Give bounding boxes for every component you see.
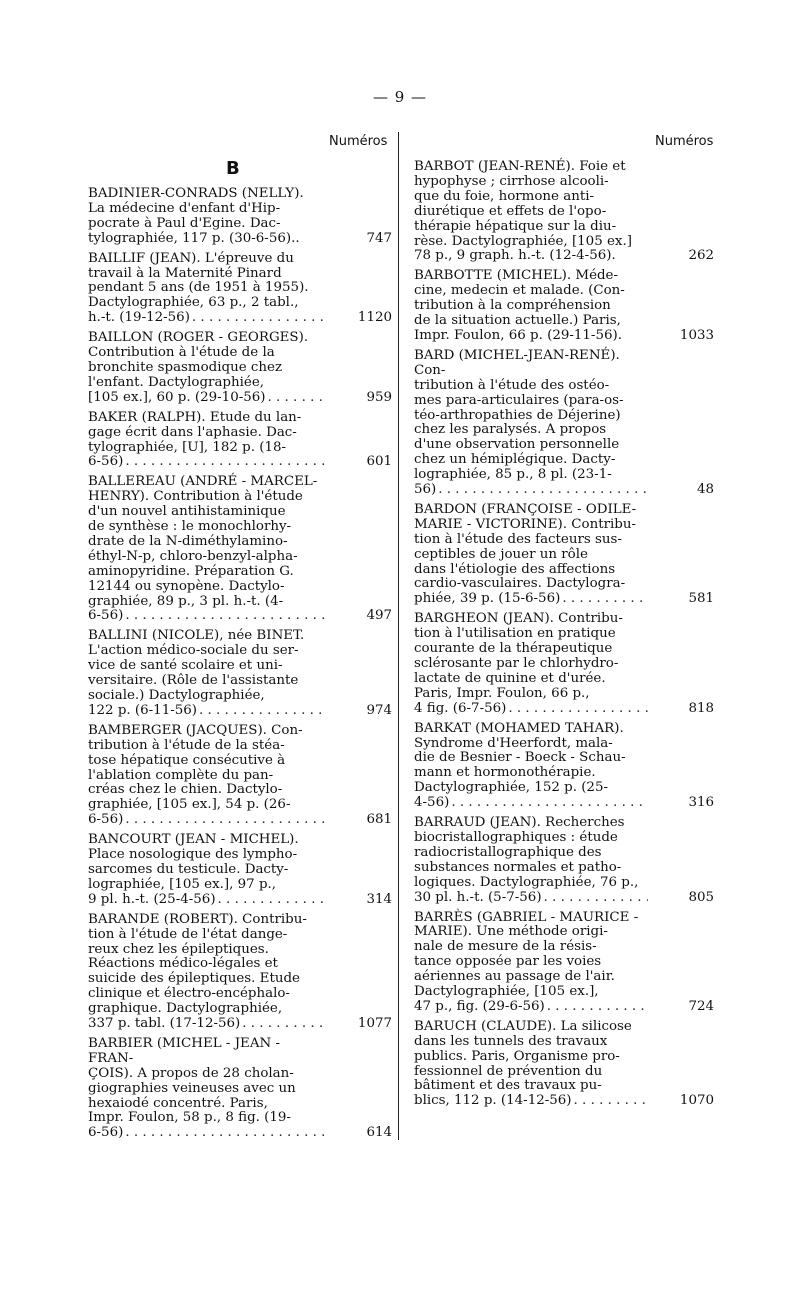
- column-header-left: Numéros: [329, 134, 388, 149]
- entry-line: BARBIER (MICHEL - JEAN - FRAN-: [88, 1035, 280, 1066]
- entry-line: 12144 ou synopène. Dactylo-: [88, 578, 285, 594]
- entry-line: graphique. Dactylographiée,: [88, 1001, 283, 1017]
- bibliography-entry: [88, 411, 392, 471]
- bibliography-entry: [414, 503, 714, 607]
- entry-line: BAILLIF (JEAN). L'épreuve du: [88, 250, 294, 266]
- entry-line: BAMBERGER (JACQUES). Con-: [88, 722, 303, 738]
- leader-dots: [562, 592, 648, 607]
- entry-last-line: [414, 702, 650, 717]
- entry-line: pendant 5 ans (de 1951 à 1955).: [88, 280, 309, 296]
- entry-line: tribution à la compréhension: [414, 298, 611, 314]
- entry-line: de la situation actuelle.) Paris,: [414, 313, 621, 329]
- entry-last-line: [414, 796, 650, 811]
- entry-line: giographies veineuses avec un: [88, 1080, 296, 1096]
- entry-line: [105 ex.], 60 p. (29-10-56): [88, 389, 266, 405]
- entry-line: BADINIER-CONRADS (NELLY).: [88, 186, 304, 201]
- entry-line: d'une observation personnelle: [414, 437, 620, 453]
- entry-line: 56): [414, 482, 437, 498]
- entry-line: Syndrome d'Heerfordt, mala-: [414, 735, 613, 751]
- entry-number: 262: [688, 248, 714, 264]
- entry-line: diurétique et effets de l'opo-: [414, 203, 607, 219]
- entry-line: graphiée, 89 p., 3 pl. h.-t. (4-: [88, 593, 284, 609]
- entry-line: graphiée, [105 ex.], 54 p. (26-: [88, 797, 291, 813]
- entry-line: vice de santé scolaire et uni-: [88, 658, 283, 674]
- entry-last-line: [414, 1094, 650, 1109]
- entry-line: L'action médico-sociale du ser-: [88, 643, 299, 659]
- entry-number: 747: [366, 230, 392, 246]
- leader-dots: [125, 1126, 326, 1141]
- bibliography-entry: [88, 913, 392, 1032]
- entry-last-line: [414, 1000, 650, 1015]
- entry-line: BARD (MICHEL-JEAN-RENÉ). Con-: [414, 347, 620, 378]
- entry-line: Paris, Impr. Foulon, 66 p.,: [414, 685, 590, 701]
- entry-last-line: [88, 609, 328, 624]
- entry-last-line: [414, 329, 650, 344]
- entry-number: 581: [688, 591, 714, 607]
- entry-line: logiques. Dactylographiée, 76 p.,: [414, 874, 639, 890]
- bibliography-entry: [414, 269, 714, 344]
- entry-line: aériennes au passage de l'air.: [414, 969, 615, 985]
- entry-number: 1033: [679, 327, 714, 343]
- entry-last-line: [414, 249, 650, 264]
- entry-line: tylographiée, 117 p. (30-6-56)..: [88, 230, 300, 246]
- entry-line: 47 p., fig. (29-6-56): [414, 998, 545, 1014]
- entry-line: Dactylographiée, 152 p. (25-: [414, 780, 608, 796]
- bibliography-entry: [414, 160, 714, 264]
- entry-line: tance opposée par les voies: [414, 954, 602, 970]
- entry-line: BARRAUD (JEAN). Recherches: [414, 815, 625, 831]
- entry-line: travail à la Maternité Pinard: [88, 265, 282, 281]
- entry-line: mes para-articulaires (para-os-: [414, 392, 624, 408]
- entry-line: BARGHEON (JEAN). Contribu-: [414, 611, 623, 627]
- bibliography-entry: [414, 911, 714, 1015]
- entry-last-line: [88, 704, 328, 719]
- leader-dots: [125, 609, 326, 624]
- entry-line: BALLEREAU (ANDRÉ - MARCEL-: [88, 474, 318, 490]
- entry-last-line: [88, 391, 328, 406]
- column-divider: [398, 132, 399, 1140]
- entry-line: BAKER (RALPH). Etude du lan-: [88, 409, 302, 425]
- entry-number: 681: [366, 812, 392, 828]
- entry-line: lographiée, [105 ex.], 97 p.,: [88, 876, 277, 892]
- entry-line: tion à l'étude de l'état dange-: [88, 926, 288, 942]
- entry-number: 316: [688, 795, 714, 811]
- entry-line: substances normales et patho-: [414, 859, 622, 875]
- entry-number: 974: [366, 702, 392, 718]
- entry-number: 48: [696, 482, 714, 498]
- right-column: [414, 160, 714, 1114]
- entry-line: Impr. Foulon, 66 p. (29-11-56).: [414, 327, 622, 343]
- leader-dots: [574, 1094, 648, 1109]
- entry-line: BARUCH (CLAUDE). La silicose: [414, 1018, 632, 1034]
- entry-line: publics. Paris, Organisme pro-: [414, 1048, 620, 1064]
- entry-line: cine, medecin et malade. (Con-: [414, 283, 625, 299]
- entry-line: 4 fig. (6-7-56): [414, 700, 507, 716]
- entry-line: Dactylographiée, [105 ex.],: [414, 984, 599, 1000]
- entry-line: Contribution à l'étude de la: [88, 345, 275, 361]
- entry-line: bâtiment et des travaux pu-: [414, 1078, 602, 1094]
- leader-dots: [192, 311, 326, 326]
- entry-line: hypophyse ; cirrhose alcooli-: [414, 173, 609, 189]
- column-header-right: Numéros: [655, 134, 714, 149]
- entry-line: BARBOTTE (MICHEL). Méde-: [414, 268, 619, 284]
- entry-line: lactate de quinine et d'urée.: [414, 670, 606, 686]
- entry-line: BALLINI (NICOLE), née BINET.: [88, 628, 305, 644]
- entry-line: chez un hémiplégique. Dacty-: [414, 452, 616, 468]
- entry-line: 122 p. (6-11-56): [88, 702, 197, 718]
- entry-line: 9 pl. h.-t. (25-4-56): [88, 891, 216, 907]
- entry-line: courante de la thérapeutique: [414, 641, 613, 657]
- leader-dots: [451, 796, 648, 811]
- bibliography-entry: [414, 722, 714, 811]
- entry-line: tion à l'utilisation en pratique: [414, 626, 616, 642]
- entry-line: dans les tunnels des travaux: [414, 1033, 608, 1049]
- entry-line: créas chez le chien. Dactylo-: [88, 782, 283, 798]
- entry-line: 6-56): [88, 812, 124, 828]
- leader-dots: [199, 704, 326, 719]
- entry-last-line: [414, 891, 650, 906]
- entry-line: gage écrit dans l'aphasie. Dac-: [88, 424, 297, 440]
- bibliography-entry: [88, 331, 392, 406]
- entry-number: 497: [366, 608, 392, 624]
- bibliography-entry: [88, 252, 392, 327]
- entry-line: MARIE - VICTORINE). Contribu-: [414, 516, 636, 532]
- entry-line: 337 p. tabl. (17-12-56): [88, 1016, 241, 1032]
- bibliography-entry: [88, 475, 392, 624]
- entry-line: rèse. Dactylographiée, [105 ex.]: [414, 233, 632, 249]
- entry-line: Dactylographiée, 63 p., 2 tabl.,: [88, 295, 299, 311]
- entry-line: l'ablation complète du pan-: [88, 767, 274, 783]
- entry-line: de synthèse : le monochlorhy-: [88, 519, 292, 535]
- entry-number: 601: [366, 454, 392, 470]
- entry-line: tylographiée, [U], 182 p. (18-: [88, 439, 287, 455]
- entry-number: 818: [688, 700, 714, 716]
- entry-line: 4-56): [414, 795, 450, 811]
- entry-line: clinique et électro-encéphalo-: [88, 986, 290, 1002]
- leader-dots: [508, 702, 648, 717]
- entry-last-line: [88, 232, 328, 247]
- entry-line: HENRY). Contribution à l'étude: [88, 489, 303, 505]
- entry-line: d'un nouvel antihistaminique: [88, 504, 286, 520]
- bibliography-entry: [88, 187, 392, 247]
- entry-line: lographiée, 85 p., 8 pl. (23-1-: [414, 467, 612, 483]
- entry-line: Réactions médico-légales et: [88, 956, 278, 972]
- entry-line: pocrate à Paul d'Egine. Dac-: [88, 215, 281, 231]
- leader-dots: [268, 391, 326, 406]
- entry-line: BANCOURT (JEAN - MICHEL).: [88, 832, 299, 848]
- section-letter: B: [226, 158, 240, 179]
- entry-line: suicide des épileptiques. Etude: [88, 971, 300, 987]
- entry-line: reux chez les épileptiques.: [88, 941, 269, 957]
- entry-last-line: [88, 1017, 328, 1032]
- entry-line: sociale.) Dactylographiée,: [88, 688, 265, 703]
- entry-line: BARKAT (MOHAMED TAHAR).: [414, 720, 624, 736]
- entry-line: tribution à l'étude des ostéo-: [414, 377, 610, 393]
- entry-line: BARBOT (JEAN-RENÉ). Foie et: [414, 159, 626, 174]
- leader-dots: [125, 455, 326, 470]
- entry-last-line: [88, 311, 328, 326]
- entry-line: Impr. Foulon, 58 p., 8 fig. (19-: [88, 1110, 291, 1126]
- entry-number: 724: [688, 998, 714, 1014]
- entry-line: bronchite spasmodique chez: [88, 359, 283, 375]
- bibliography-entry: [414, 1020, 714, 1109]
- entry-number: 314: [366, 891, 392, 907]
- bibliography-entry: [414, 612, 714, 716]
- bibliography-entry: [88, 629, 392, 718]
- entry-line: die de Besnier - Boeck - Schau-: [414, 750, 626, 766]
- entry-line: téo-arthropathies de Déjerine): [414, 407, 621, 423]
- entry-line: sarcomes du testicule. Dacty-: [88, 861, 289, 877]
- entry-last-line: [88, 455, 328, 470]
- entry-line: que du foie, hormone anti-: [414, 188, 595, 204]
- bibliography-entry: [88, 1037, 392, 1141]
- entry-line: 6-56): [88, 454, 124, 470]
- entry-last-line: [414, 592, 650, 607]
- entry-line: 6-56): [88, 1125, 124, 1141]
- leader-dots: [547, 1000, 648, 1015]
- entry-line: drate de la N-diméthylamino-: [88, 533, 288, 549]
- bibliography-entry: [88, 833, 392, 908]
- entry-number: 614: [366, 1125, 392, 1141]
- left-column: [88, 187, 392, 1146]
- bibliography-entry: [414, 349, 714, 498]
- entry-line: ceptibles de jouer un rôle: [414, 546, 588, 562]
- entry-line: 6-56): [88, 608, 124, 624]
- entry-line: hexaiodé concentré. Paris,: [88, 1095, 268, 1111]
- entry-line: sclérosante par le chlorhydro-: [414, 656, 619, 671]
- entry-line: blics, 112 p. (14-12-56): [414, 1093, 572, 1109]
- entry-line: mann et hormonothérapie.: [414, 765, 596, 781]
- bibliography-entry: [414, 816, 714, 905]
- bibliography-entry: [88, 724, 392, 828]
- leader-dots: [438, 483, 648, 498]
- entry-last-line: [88, 1126, 328, 1141]
- entry-line: MARIE). Une méthode origi-: [414, 924, 608, 940]
- page-number: — 9 —: [372, 88, 428, 106]
- entry-line: BARRÈS (GABRIEL - MAURICE -: [414, 909, 639, 925]
- leader-dots: [544, 891, 648, 906]
- entry-number: 959: [366, 389, 392, 405]
- entry-line: BAILLON (ROGER - GEORGES).: [88, 330, 309, 346]
- entry-line: tion à l'étude des facteurs sus-: [414, 531, 622, 547]
- entry-last-line: [88, 893, 328, 908]
- entry-last-line: [88, 813, 328, 828]
- entry-number: 1120: [357, 310, 392, 326]
- entry-line: 78 p., 9 graph. h.-t. (12-4-56).: [414, 248, 616, 264]
- entry-line: éthyl-N-p, chloro-benzyl-alpha-: [88, 548, 298, 564]
- entry-line: BARDON (FRANÇOISE - ODILE-: [414, 501, 637, 517]
- entry-line: h.-t. (19-12-56): [88, 310, 190, 326]
- entry-line: tose hépatique consécutive à: [88, 752, 286, 768]
- entry-number: 805: [688, 889, 714, 905]
- entry-line: versitaire. (Rôle de l'assistante: [88, 673, 299, 689]
- entry-line: chez les paralysés. A propos: [414, 422, 607, 438]
- entry-line: dans l'étiologie des affections: [414, 561, 616, 577]
- entry-line: biocristallographiques : étude: [414, 829, 618, 845]
- entry-line: BARANDE (ROBERT). Contribu-: [88, 911, 307, 927]
- entry-number: 1070: [679, 1093, 714, 1109]
- entry-line: radiocristallographique des: [414, 844, 602, 860]
- entry-line: 30 pl. h.-t. (5-7-56): [414, 889, 542, 905]
- entry-line: thérapie hépatique sur la diu-: [414, 218, 617, 234]
- entry-line: aminopyridine. Préparation G.: [88, 563, 294, 579]
- entry-line: tribution à l'étude de la stéa-: [88, 737, 285, 753]
- leader-dots: [125, 813, 326, 828]
- entry-line: phiée, 39 p. (15-6-56): [414, 591, 561, 607]
- entry-line: ÇOIS). A propos de 28 cholan-: [88, 1065, 294, 1081]
- entry-line: Place nosologique des lympho-: [88, 847, 298, 863]
- entry-line: La médecine d'enfant d'Hip-: [88, 200, 281, 216]
- entry-line: cardio-vasculaires. Dactylogra-: [414, 576, 626, 592]
- entry-line: fessionnel de prévention du: [414, 1063, 603, 1079]
- entry-line: l'enfant. Dactylographiée,: [88, 374, 265, 390]
- leader-dots: [218, 893, 326, 908]
- leader-dots: [242, 1017, 326, 1032]
- entry-line: nale de mesure de la résis-: [414, 939, 597, 955]
- entry-last-line: [414, 483, 650, 498]
- entry-number: 1077: [357, 1016, 392, 1032]
